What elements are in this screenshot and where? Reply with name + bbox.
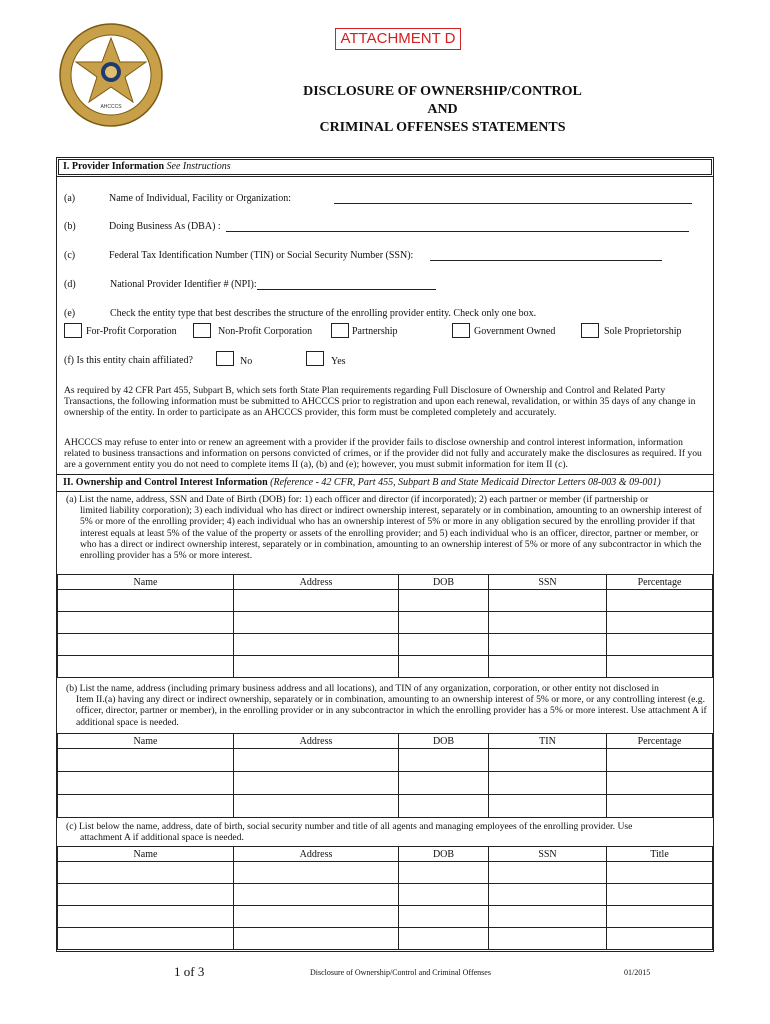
- table-cell-input[interactable]: [607, 637, 712, 652]
- attachment-label: ATTACHMENT D: [335, 28, 461, 50]
- section2-heading: II. Ownership and Control Interest Information: [63, 477, 268, 488]
- table-cell-input[interactable]: [607, 659, 712, 674]
- table-a: [57, 574, 713, 678]
- table-cell-input[interactable]: [399, 659, 488, 674]
- section2c-instructions: [66, 821, 710, 843]
- table-c-header-dob: DOB: [399, 847, 489, 862]
- table-row: [58, 590, 713, 612]
- non-profit-label: Non-Profit Corporation: [218, 326, 313, 337]
- field-a-input[interactable]: [334, 203, 692, 204]
- table-cell-input[interactable]: [234, 931, 398, 946]
- table-cell-input[interactable]: [399, 909, 488, 924]
- government-owned-checkbox[interactable]: [452, 323, 470, 338]
- table-cell-input[interactable]: [489, 753, 606, 768]
- partnership-checkbox[interactable]: [331, 323, 349, 338]
- page-number: 1 of 3: [174, 964, 205, 979]
- table-cell-input[interactable]: [489, 931, 606, 946]
- section1-heading-note: See Instructions: [166, 161, 231, 172]
- table-cell-input[interactable]: [399, 593, 488, 608]
- table-cell-input[interactable]: [607, 865, 712, 880]
- table-c-header-name: Name: [58, 847, 234, 862]
- table-cell-input[interactable]: [234, 615, 398, 630]
- table-cell-input[interactable]: [607, 776, 712, 791]
- field-b-letter: (b): [64, 221, 76, 232]
- table-cell-input[interactable]: [489, 659, 606, 674]
- table-cell-input[interactable]: [399, 865, 488, 880]
- table-cell-input[interactable]: [607, 593, 712, 608]
- field-a-label: Name of Individual, Facility or Organization:: [109, 193, 291, 204]
- section1-heading: I. Provider Information: [63, 161, 165, 172]
- table-row: [58, 634, 713, 656]
- sole-proprietorship-label: Sole Proprietorship: [604, 326, 682, 337]
- table-cell-input[interactable]: [489, 637, 606, 652]
- title-line-1: DISCLOSURE OF OWNERSHIP/CONTROL: [303, 84, 582, 99]
- seal-center-text: AHCCCS: [100, 104, 122, 110]
- table-cell-input[interactable]: [489, 865, 606, 880]
- table-cell-input[interactable]: [489, 887, 606, 902]
- section2c-first-line: (c) List below the name, address, date of birth, social security number and title of all agents and managing employees of the enrolling provider. Use: [66, 821, 633, 832]
- field-a-letter: (a): [64, 193, 76, 204]
- section1-heading-bar: [56, 157, 714, 177]
- table-c-header-address: Address: [234, 847, 399, 862]
- table-cell-input[interactable]: [607, 931, 712, 946]
- table-cell-input[interactable]: [234, 865, 398, 880]
- table-cell-input[interactable]: [58, 637, 233, 652]
- partnership-label: Partnership: [352, 326, 398, 337]
- table-cell-input[interactable]: [399, 615, 488, 630]
- table-cell-input[interactable]: [399, 799, 488, 814]
- table-cell-input[interactable]: [234, 887, 398, 902]
- field-c-input[interactable]: [430, 260, 662, 261]
- table-c-header-title: Title: [607, 847, 713, 862]
- table-row: [58, 884, 713, 906]
- chain-yes-label: Yes: [331, 356, 346, 367]
- table-cell-input[interactable]: [234, 753, 398, 768]
- field-d-label: National Provider Identifier # (NPI):: [110, 279, 257, 290]
- table-cell-input[interactable]: [58, 799, 233, 814]
- chain-yes-checkbox[interactable]: [306, 351, 324, 366]
- table-cell-input[interactable]: [234, 659, 398, 674]
- table-cell-input[interactable]: [399, 887, 488, 902]
- table-cell-input[interactable]: [58, 776, 233, 791]
- for-profit-checkbox[interactable]: [64, 323, 82, 338]
- table-b-header-address: Address: [234, 734, 399, 749]
- table-row: [58, 862, 713, 884]
- refusal-paragraph: AHCCCS may refuse to enter into or renew an agreement with a provider if the provider fails to disclose ownership and control interest information, information related to business transactions and information on persons convicted of crimes, or if the provider did not fully and accurately make the disclosures as required. If you are a government entity you do not need to complete items II (a), (b) and (e); however, you must submit information for item II (c).: [64, 437, 702, 471]
- form-name-footer: Disclosure of Ownership/Control and Criminal Offenses: [310, 968, 491, 977]
- table-b-header-name: Name: [58, 734, 234, 749]
- section2b-first-line: (b) List the name, address (including primary business address and all locations), and TIN of any organization, corporation, or other entity not disclosed in: [66, 683, 659, 694]
- inspector-general-seal: [58, 22, 164, 128]
- table-cell-input[interactable]: [234, 593, 398, 608]
- disclosure-paragraph: As required by 42 CFR Part 455, Subpart B, which sets forth State Plan requirements regarding Full Disclosure of Ownership and Control and Related Party Transactions, the following information must be submitted to AHCCCS prior to registration and upon each renewal, revalidation, or within 35 days of any change in ownership of the entity. In order to participate as an AHCCCS provider, this form must be completed completely and accurately.: [64, 385, 696, 419]
- table-cell-input[interactable]: [607, 909, 712, 924]
- table-cell-input[interactable]: [58, 931, 233, 946]
- table-cell-input[interactable]: [58, 887, 233, 902]
- field-b-input[interactable]: [226, 231, 689, 232]
- section2-heading-ref: (Reference - 42 CFR, Part 455, Subpart B and State Medicaid Director Letters 08-003 & 09-001): [270, 477, 661, 488]
- table-row: [58, 906, 713, 928]
- table-row: [58, 656, 713, 678]
- table-cell-input[interactable]: [489, 593, 606, 608]
- section2a-instructions: [66, 494, 710, 561]
- table-cell-input[interactable]: [234, 637, 398, 652]
- title-line-3: CRIMINAL OFFENSES STATEMENTS: [319, 120, 566, 135]
- table-cell-input[interactable]: [399, 931, 488, 946]
- table-cell-input[interactable]: [234, 909, 398, 924]
- table-row: [58, 928, 713, 950]
- section2-heading-bar: [56, 474, 714, 492]
- table-cell-input[interactable]: [58, 593, 233, 608]
- government-owned-label: Government Owned: [474, 326, 556, 337]
- table-cell-input[interactable]: [489, 909, 606, 924]
- field-e-letter: (e): [64, 308, 76, 319]
- table-cell-input[interactable]: [489, 615, 606, 630]
- section2c-rest: attachment A if additional space is needed.: [80, 832, 244, 844]
- table-cell-input[interactable]: [489, 776, 606, 791]
- table-cell-input[interactable]: [607, 615, 712, 630]
- for-profit-label: For-Profit Corporation: [86, 326, 177, 337]
- table-a-header-dob: DOB: [399, 575, 489, 590]
- table-row: [58, 612, 713, 634]
- table-cell-input[interactable]: [234, 799, 398, 814]
- field-d-input[interactable]: [257, 289, 436, 290]
- table-cell-input[interactable]: [399, 776, 488, 791]
- title-line-2: AND: [427, 102, 458, 117]
- table-cell-input[interactable]: [399, 637, 488, 652]
- revision-date: 01/2015: [624, 968, 651, 977]
- table-row: [58, 749, 713, 772]
- field-d-letter: (d): [64, 279, 76, 290]
- non-profit-checkbox[interactable]: [193, 323, 211, 338]
- table-b-header-dob: DOB: [399, 734, 489, 749]
- chain-question: (f) Is this entity chain affiliated?: [64, 355, 193, 366]
- table-cell-input[interactable]: [607, 753, 712, 768]
- section2b-instructions: [66, 683, 710, 728]
- table-b-header-tin: TIN: [489, 734, 607, 749]
- table-c: [57, 846, 713, 950]
- field-b-label: Doing Business As (DBA) :: [109, 221, 221, 232]
- table-cell-input[interactable]: [58, 659, 233, 674]
- table-a-header-percentage: Percentage: [607, 575, 713, 590]
- field-c-letter: (c): [64, 250, 76, 261]
- table-b: [57, 733, 713, 818]
- table-cell-input[interactable]: [58, 865, 233, 880]
- section2a-first-line: (a) List the name, address, SSN and Date of Birth (DOB) for: 1) each officer and director (if incorporated); 2) each partner or member (if partnership or: [66, 494, 649, 505]
- table-cell-input[interactable]: [399, 753, 488, 768]
- table-cell-input[interactable]: [58, 909, 233, 924]
- table-cell-input[interactable]: [234, 776, 398, 791]
- table-cell-input[interactable]: [607, 799, 712, 814]
- field-c-label: Federal Tax Identification Number (TIN) or Social Security Number (SSN):: [109, 250, 414, 261]
- chain-no-label: No: [240, 356, 253, 367]
- table-a-header-address: Address: [234, 575, 399, 590]
- chain-no-checkbox[interactable]: [216, 351, 234, 366]
- table-c-header-ssn: SSN: [489, 847, 607, 862]
- table-a-header-name: Name: [58, 575, 234, 590]
- table-cell-input[interactable]: [58, 753, 233, 768]
- table-cell-input[interactable]: [58, 615, 233, 630]
- table-b-header-percentage: Percentage: [607, 734, 713, 749]
- table-row: [58, 795, 713, 818]
- table-cell-input[interactable]: [607, 887, 712, 902]
- field-e-label: Check the entity type that best describes the structure of the enrolling provider entity. Check only one box.: [110, 308, 537, 319]
- table-cell-input[interactable]: [489, 799, 606, 814]
- table-a-header-ssn: SSN: [489, 575, 607, 590]
- table-row: [58, 772, 713, 795]
- section2b-rest: Item II.(a) having any direct or indirect ownership, separately or in combination, amounting to an ownership interest of 5% or more, or any controlling interest (e.g. officer, director, partner or member), in the enrolling provider or in any subcontractor in which the enrolling provider has a 5% or more interest. Use attachment A if additional space is needed.: [76, 694, 707, 728]
- section2a-rest: limited liability corporation); 3) each individual who has direct or indirect ownership interest, separately or in combination, amounting to an ownership interest of 5% or more of the enrolling provider; 4) each individual who has an ownership interest of 5% or more in any obligation secured by the enrolling provider if that interest equals at least 5% of the value of the property or assets of the enrolling provider; and 5) each individual who is an officer, director, partner or member, or who has a direct or indirect ownership interest, separately or in combination, amounting to an ownership interest of 5% or more of any subcontractor in which the enrolling provider has a 5% or more interest.: [80, 505, 702, 562]
- sole-proprietorship-checkbox[interactable]: [581, 323, 599, 338]
